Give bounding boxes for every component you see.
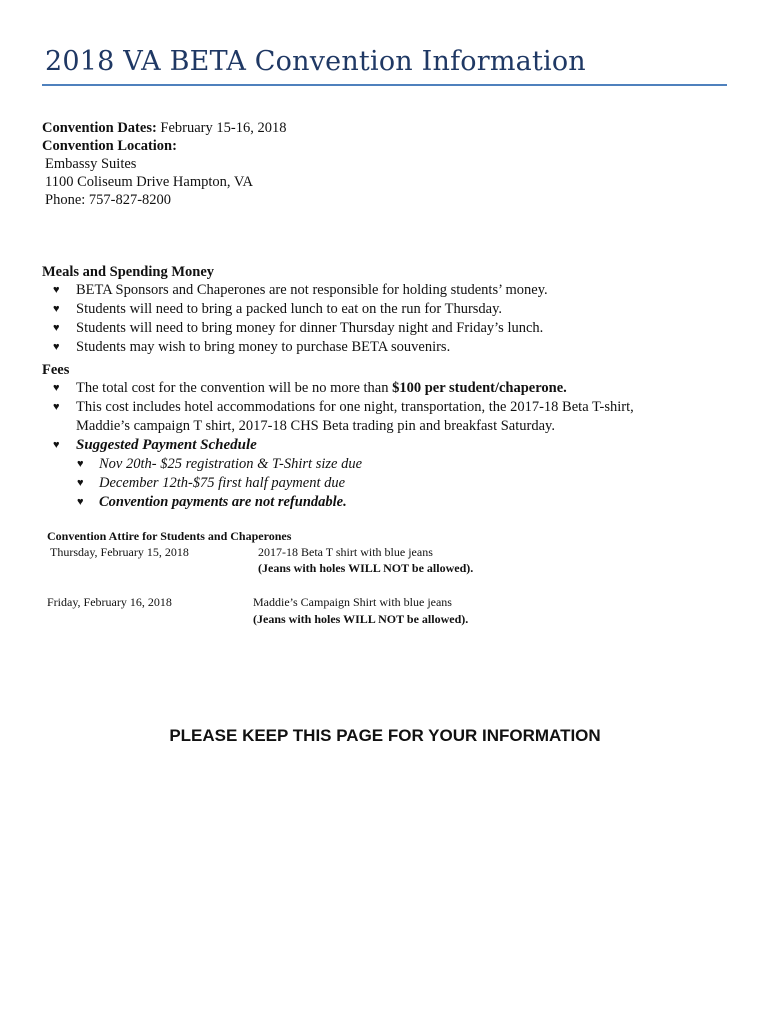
list-item: [42, 379, 722, 398]
list-item: ♥ BETA Sponsors and Chaperones are not responsible for holding students’ money.: [53, 282, 548, 298]
location-label: Convention Location:: [42, 138, 177, 154]
fees-list: [42, 379, 722, 455]
venue-address: 1100 Coliseum Drive Hampton, VA: [45, 174, 253, 190]
attire-heading: Convention Attire for Students and Chaperones: [47, 529, 292, 543]
meals-list: [42, 281, 548, 357]
schedule-list: [42, 455, 722, 512]
keep-page-notice: PLEASE KEEP THIS PAGE FOR YOUR INFORMATION: [169, 726, 601, 745]
meals-heading: Meals and Spending Money: [42, 264, 215, 280]
attire-day2-attire: Maddie’s Campaign Shirt with blue jeans: [253, 595, 452, 609]
list-item: ♥ December 12th-$75 first half payment due: [77, 475, 346, 491]
attire-day1-note: (Jeans with holes WILL NOT be allowed).: [258, 561, 474, 575]
heart-bullet-icon: ♥: [53, 439, 60, 451]
refund-note: Convention payments are not refundable.: [99, 494, 347, 510]
heart-bullet-icon: ♥: [77, 477, 84, 489]
cost-text: The total cost for the convention will be no more than: [76, 380, 393, 396]
meals-section: [42, 263, 548, 357]
heart-bullet-icon: ♥: [77, 458, 84, 470]
attire-day2-date: Friday, February 16, 2018: [47, 595, 172, 609]
title-rule: [42, 84, 727, 86]
list-item: [42, 436, 722, 455]
includes-line-2: Maddie’s campaign T shirt, 2017-18 CHS Beta trading pin and breakfast Saturday.: [76, 418, 555, 434]
attire-day2-note: (Jeans with holes WILL NOT be allowed).: [253, 612, 469, 626]
list-item: ♥ Students will need to bring money for dinner Thursday night and Friday’s lunch.: [53, 320, 544, 336]
heart-bullet-icon: ♥: [53, 341, 60, 353]
heart-bullet-icon: ♥: [53, 322, 60, 334]
dates-label: Convention Dates:: [42, 120, 157, 136]
convention-details: [42, 119, 286, 209]
venue-name: Embassy Suites: [45, 156, 137, 172]
dates-line: [42, 119, 286, 137]
heart-bullet-icon: ♥: [53, 303, 60, 315]
heart-bullet-icon: ♥: [53, 284, 60, 296]
cost-amount: $100 per student/chaperone.: [392, 380, 567, 396]
fees-heading: Fees: [42, 362, 70, 378]
attire-day1-attire: 2017-18 Beta T shirt with blue jeans: [258, 545, 433, 559]
dates-value: February 15-16, 2018: [160, 120, 287, 136]
venue-phone: Phone: 757-827-8200: [45, 192, 172, 208]
fees-section: [42, 361, 722, 512]
list-item: [42, 493, 722, 512]
heart-bullet-icon: ♥: [53, 401, 60, 413]
attire-day1-date: Thursday, February 15, 2018: [50, 545, 189, 559]
schedule-heading: Suggested Payment Schedule: [76, 437, 257, 453]
heart-bullet-icon: ♥: [53, 382, 60, 394]
page-title: 2018 VA BETA Convention Information: [45, 46, 586, 77]
heart-bullet-icon: ♥: [77, 496, 84, 508]
list-item: [42, 398, 722, 436]
list-item: ♥ Students may wish to bring money to purchase BETA souvenirs.: [53, 339, 451, 355]
list-item: ♥ Nov 20th- $25 registration & T-Shirt size due: [77, 456, 363, 472]
includes-line-1: This cost includes hotel accommodations for one night, transportation, the 2017-18 Beta T-shirt,: [76, 399, 634, 415]
list-item: ♥ Students will need to bring a packed lunch to eat on the run for Thursday.: [53, 301, 503, 317]
